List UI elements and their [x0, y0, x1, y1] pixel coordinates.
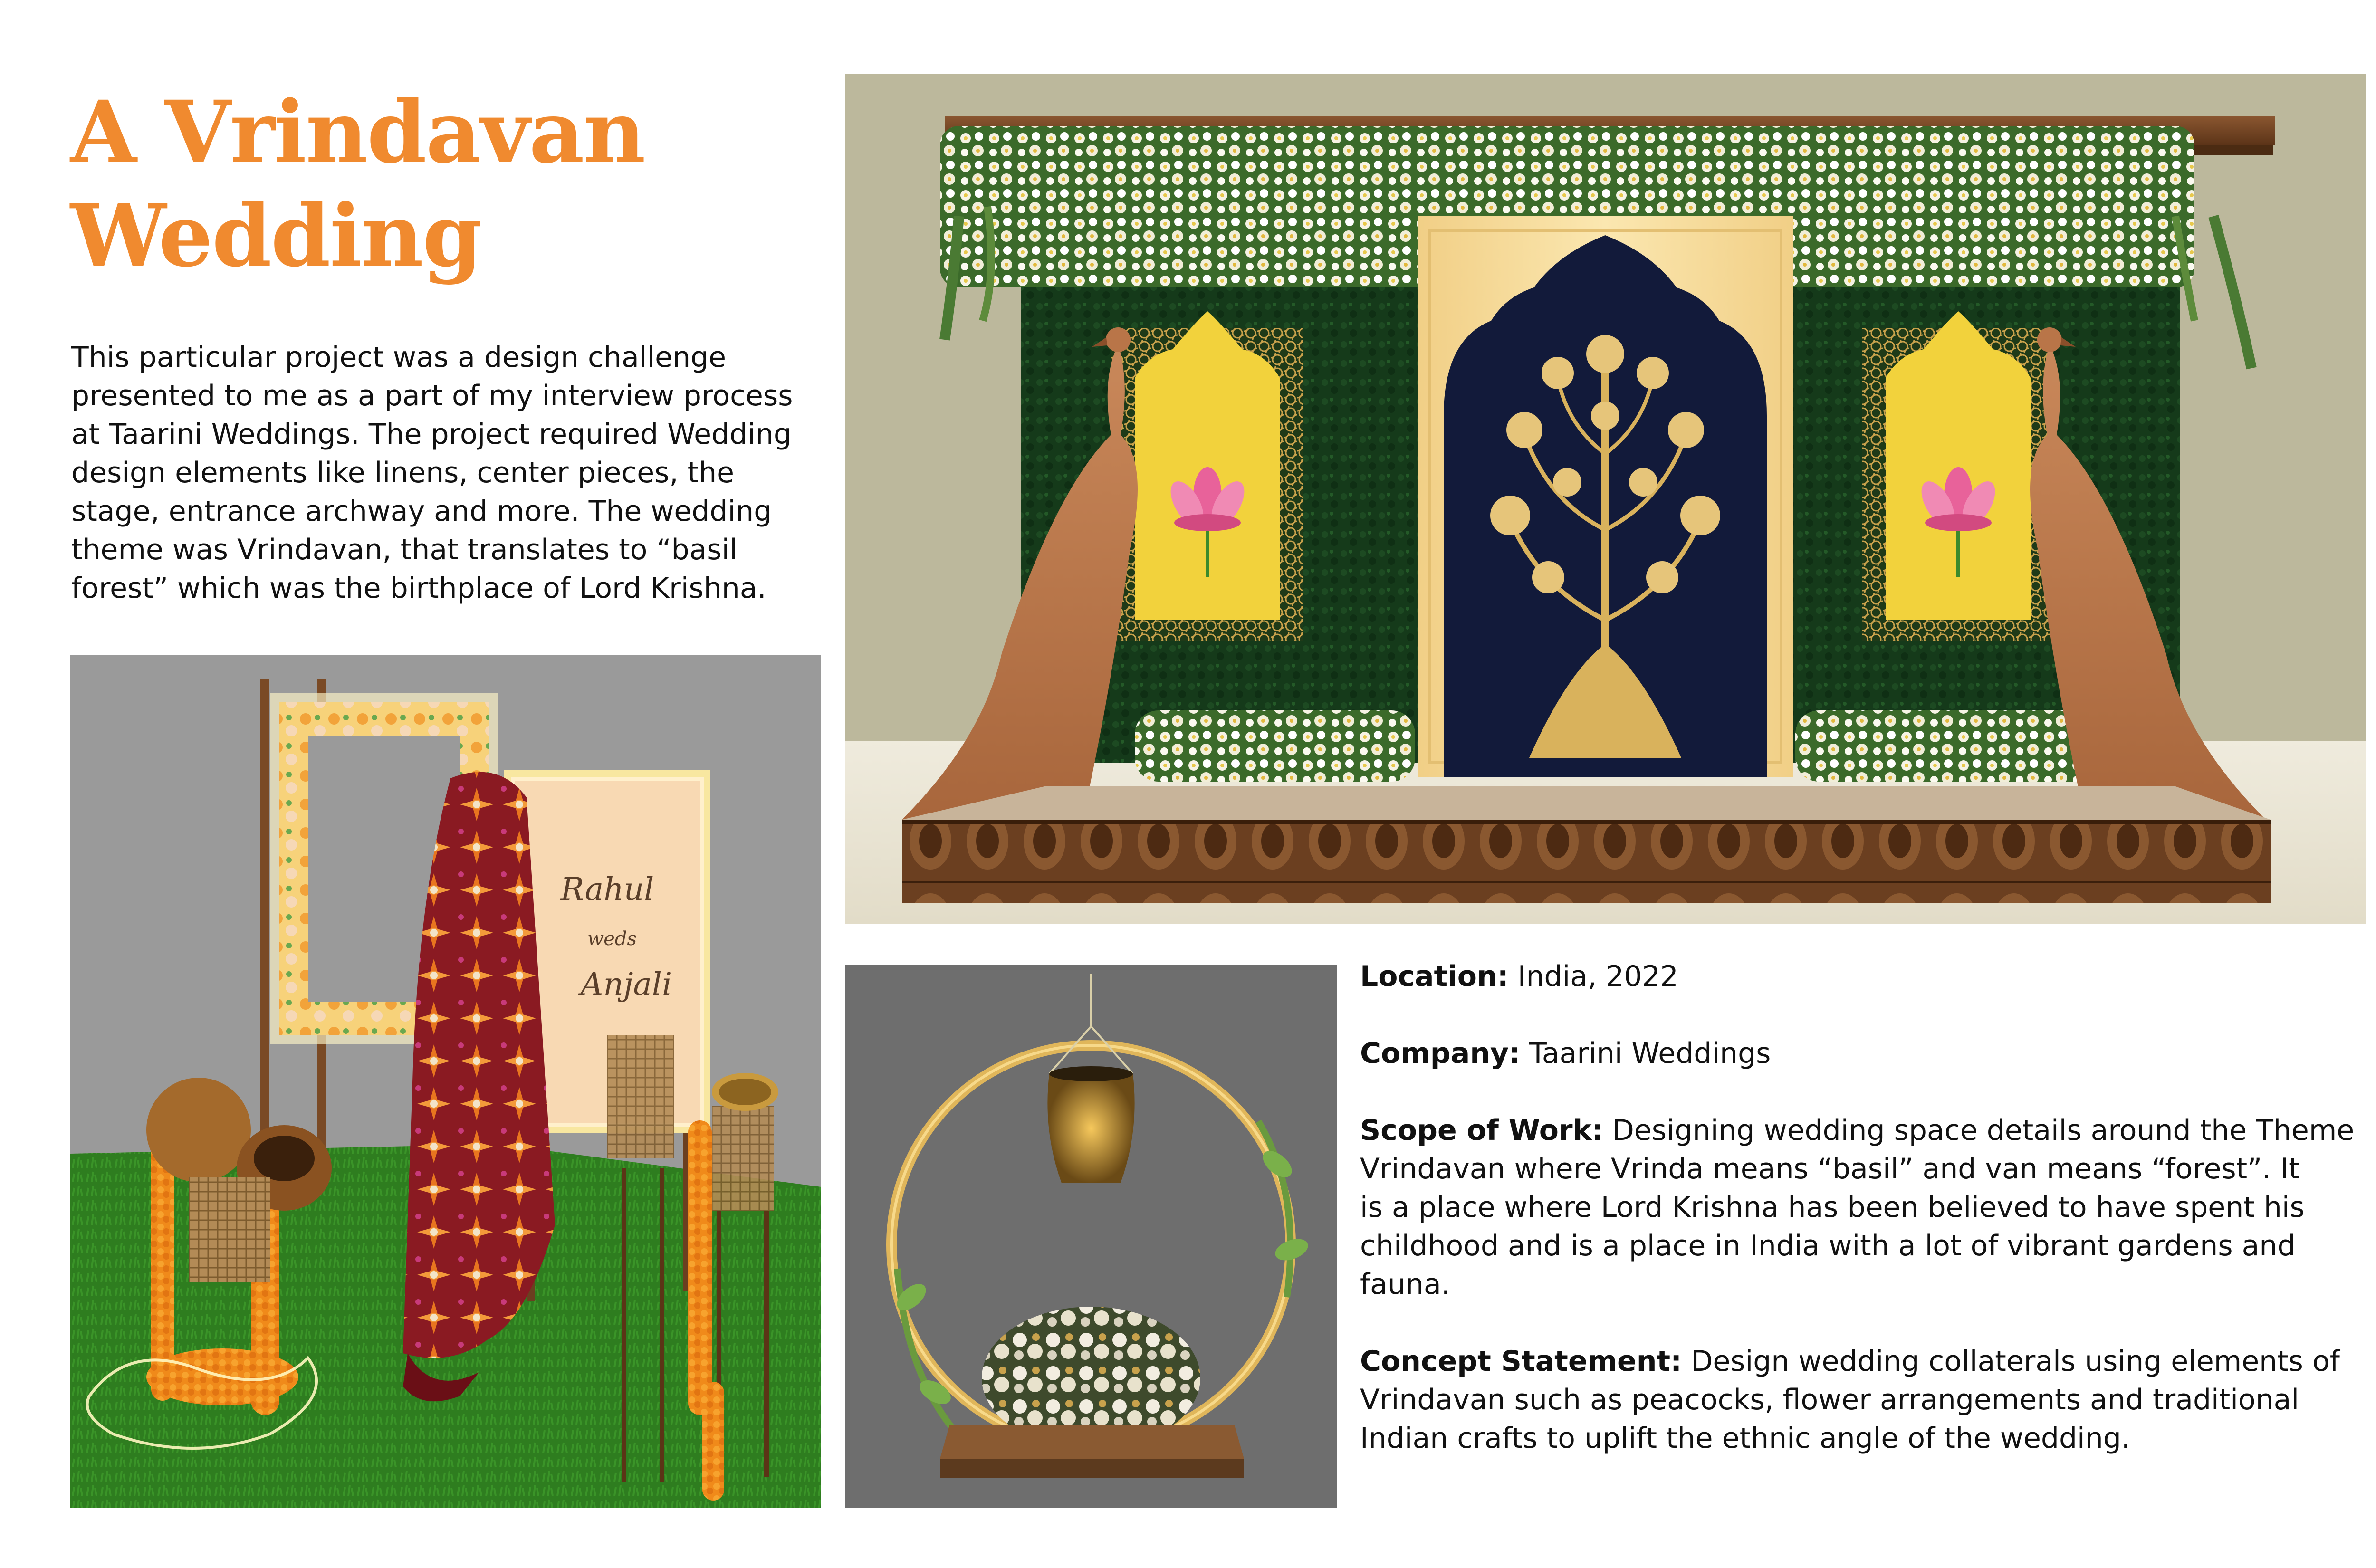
- project-details: [1360, 957, 2376, 1496]
- signage-bride-name: Anjali: [580, 966, 672, 1003]
- location-label: Location:: [1360, 960, 1509, 993]
- intro-paragraph: [71, 338, 832, 608]
- intro-line: This particular project was a design challenge: [71, 341, 727, 374]
- concept-line: Vrindavan such as peacocks, flower arrangements and traditional: [1360, 1383, 2299, 1416]
- concept-label: Concept Statement:: [1360, 1345, 1682, 1378]
- signage-groom-name: Rahul: [560, 871, 654, 908]
- scope-line: childhood and is a place in India with a lot of vibrant gardens and: [1360, 1229, 2296, 1262]
- location-value: India, 2022: [1517, 960, 1678, 993]
- stage-design-image: [845, 74, 2366, 924]
- intro-line: design elements like linens, center pieces, the: [71, 456, 735, 489]
- concept-line: Design wedding collaterals using elements of: [1691, 1345, 2340, 1378]
- scope-line: Vrindavan where Vrinda means “basil” and van means “forest”. It: [1360, 1152, 2300, 1186]
- scope-line: fauna.: [1360, 1268, 1450, 1301]
- scope-line: Designing wedding space details around the Theme: [1612, 1114, 2355, 1147]
- intro-line: forest” which was the birthplace of Lord Krishna.: [71, 572, 766, 605]
- scope-of-work: [1360, 1111, 2376, 1304]
- scope-line: is a place where Lord Krishna has been believed to have spent his: [1360, 1191, 2305, 1224]
- title-line-2: Wedding: [70, 186, 481, 286]
- title-line-1: A Vrindavan: [70, 82, 645, 182]
- concept-line: Indian crafts to uplift the ethnic angle of the wedding.: [1360, 1422, 2130, 1455]
- company-value: Taarini Weddings: [1529, 1037, 1771, 1070]
- intro-line: stage, entrance archway and more. The wedding: [71, 495, 772, 528]
- location-row: [1360, 957, 2376, 996]
- scope-label: Scope of Work:: [1360, 1114, 1603, 1147]
- centerpiece-hoop-image: [845, 965, 1337, 1508]
- intro-line: presented to me as a part of my interview process: [71, 379, 793, 412]
- signage-names: [515, 781, 700, 1123]
- company-row: [1360, 1034, 2376, 1073]
- intro-line: theme was Vrindavan, that translates to “basil: [71, 533, 738, 566]
- concept-statement: [1360, 1342, 2376, 1458]
- intro-line: at Taarini Weddings. The project required Wedding: [71, 418, 792, 451]
- page-title: [70, 81, 736, 288]
- signage-weds: weds: [587, 928, 637, 950]
- company-label: Company:: [1360, 1037, 1521, 1070]
- welcome-signage-image: [70, 655, 821, 1508]
